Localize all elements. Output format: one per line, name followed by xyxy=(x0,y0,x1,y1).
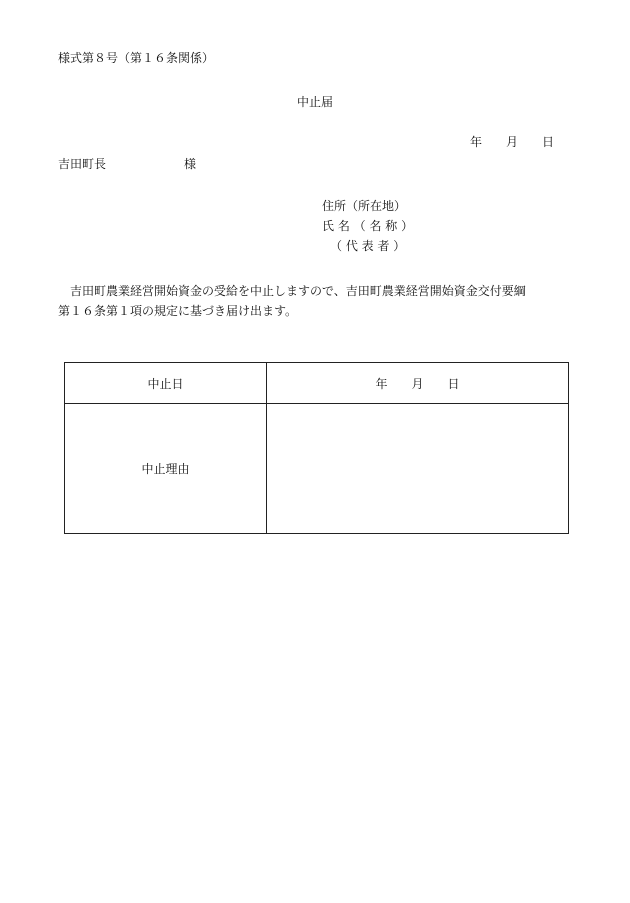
sender-block xyxy=(322,196,413,256)
body-text xyxy=(58,281,578,321)
table-row-stop-reason xyxy=(65,404,569,534)
sender-name-label: 氏 名 （ 名 称 ） xyxy=(322,219,414,233)
stop-date-month: 月 xyxy=(411,376,424,391)
addressee xyxy=(58,156,196,172)
date-day: 日 xyxy=(542,135,555,149)
sender-address-label: 住所（所在地） xyxy=(322,199,407,213)
table-row-stop-date xyxy=(65,363,569,404)
stop-date-year: 年 xyxy=(375,376,388,391)
stop-date-day: 日 xyxy=(447,376,460,391)
stop-reason-value[interactable] xyxy=(267,404,569,534)
stop-reason-label: 中止理由 xyxy=(65,404,267,534)
sender-rep-label: （ 代 表 者 ） xyxy=(330,239,406,253)
form-number: 様式第８号（第１６条関係） xyxy=(58,51,215,65)
date-line xyxy=(470,134,554,150)
body-line-2: 第１６条第１項の規定に基づき届け出ます。 xyxy=(58,304,298,318)
addressee-honorific: 様 xyxy=(184,157,197,171)
body-line-1: 吉田町農業経営開始資金の受給を中止しますので、吉田町農業経営開始資金交付要綱 xyxy=(58,284,526,298)
stop-date-value[interactable] xyxy=(267,363,569,404)
document-title: 中止届 xyxy=(296,95,333,109)
stop-date-label: 中止日 xyxy=(65,363,267,404)
info-table xyxy=(64,362,569,534)
addressee-name: 吉田町長 xyxy=(58,157,107,171)
date-month: 月 xyxy=(506,135,519,149)
date-year: 年 xyxy=(470,135,483,149)
